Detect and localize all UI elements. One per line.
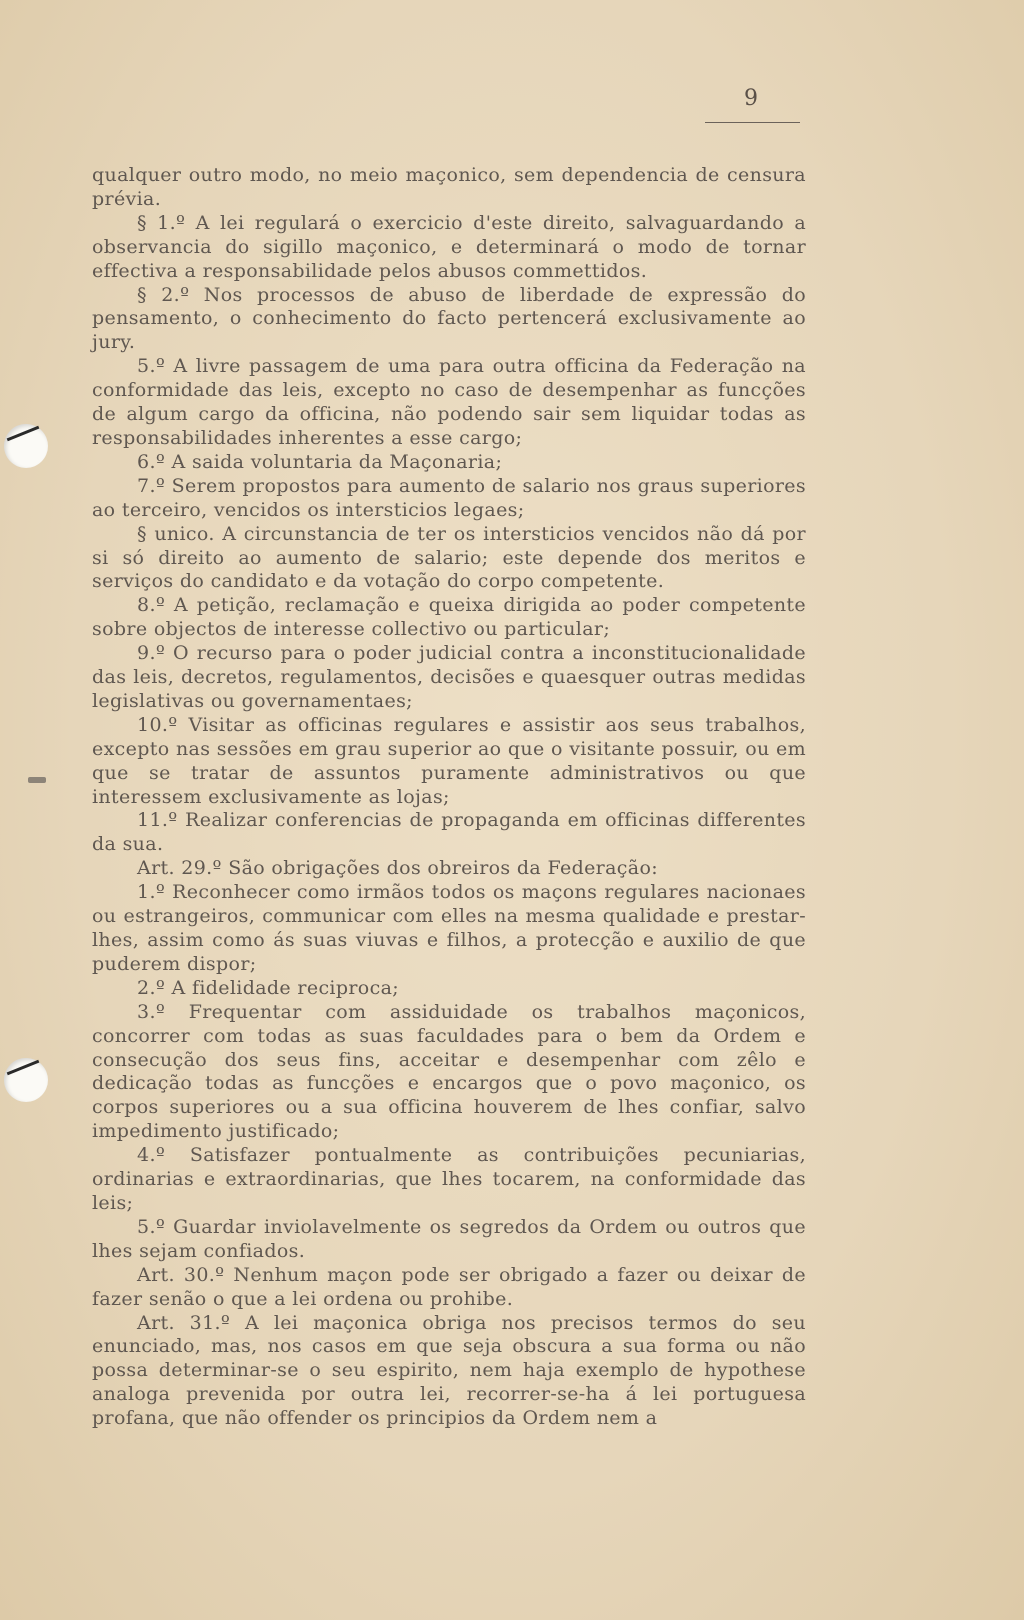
paragraph: 3.º Frequentar com assiduidade os trabalhos maçonicos, concorrer com todas as suas faculdades para o bem da Ordem e consecução dos seus fins, acceitar e desempenhar com zêlo e dedicação todas as funcções e encargos que o povo maçonico, os corpos superiores ou a sua officina houverem de lhes confiar, salvo impedimento justificado; — [92, 1000, 806, 1143]
paragraph: qualquer outro modo, no meio maçonico, sem dependencia de censura prévia. — [92, 164, 806, 210]
paragraph: 5.º A livre passagem de uma para outra officina da Federação na conformidade das leis, excepto no caso de desempenhar as funcções de algum cargo da officina, não podendo sair sem liquidar todas as responsabilidades inherentes a esse cargo; — [92, 355, 806, 449]
paragraph: 9.º O recurso para o poder judicial contra a inconstitucionalidade das leis, decretos, regulamentos, decisões e quaesquer outras medidas legislativas ou governamentaes; — [92, 642, 806, 712]
article-heading: Art. 29.º São obrigações dos obreiros da Federação: — [137, 857, 658, 880]
paragraph: § 1.º A lei regulará o exercicio d'este direito, salvaguardando a observancia do sigillo maçonico, e determinará o modo de tornar effectiva a responsabilidade pelos abusos commettidos. — [92, 211, 806, 282]
paragraph: 7.º Serem propostos para aumento de salario nos graus superiores ao terceiro, vencidos os intersticios legaes; — [92, 474, 806, 521]
article-paragraph: Art. 31.º A lei maçonica obriga nos precisos termos do seu enunciado, mas, nos casos em que seja obscura a sua forma ou não possa determinar-se o seu espirito, nem haja exemplo de hypothese analoga prevenida por outra lei, recorrer-se-ha á lei portuguesa profana, que não offender os principios da Ordem nem a — [92, 1311, 806, 1430]
paragraph: 1.º Reconhecer como irmãos todos os maçons regulares nacionaes ou estrangeiros, communicar com elles na mesma qualidade e prestar-lhes, assim como ás suas viuvas e filhos, a protecção e auxilio de que puderem dispor; — [92, 881, 806, 975]
paragraph: 5.º Guardar inviolavelmente os segredos da Ordem ou outros que lhes sejam confiados. — [92, 1215, 806, 1262]
margin-mark — [28, 777, 46, 783]
paragraph: 8.º A petição, reclamação e queixa dirigida ao poder competente sobre objectos de interesse collectivo ou particular; — [92, 594, 806, 641]
paragraph: 6.º A saida voluntaria da Maçonaria; — [137, 450, 503, 473]
body-text — [92, 164, 806, 1431]
paragraph: 4.º Satisfazer pontualmente as contribuições pecuniarias, ordinarias e extraordinarias, que lhes tocarem, na conformidade das leis; — [92, 1144, 806, 1214]
paragraph: 11.º Realizar conferencias de propaganda em officinas differentes da sua. — [92, 809, 806, 856]
page-number-rule — [705, 122, 800, 123]
paragraph: § 2.º Nos processos de abuso de liberdade de expressão do pensamento, o conhecimento do facto pertencerá exclusivamente ao jury. — [92, 283, 806, 354]
paragraph: § unico. A circunstancia de ter os intersticios vencidos não dá por si só direito ao aumento de salario; este depende dos meritos e serviços do candidato e da votação do corpo competente. — [92, 522, 806, 593]
page-number: 9 — [744, 86, 758, 111]
paragraph: 2.º A fidelidade reciproca; — [137, 976, 400, 999]
article-paragraph: Art. 30.º Nenhum maçon pode ser obrigado a fazer ou deixar de fazer senão o que a lei ordena ou prohibe. — [92, 1263, 806, 1310]
paragraph: 10.º Visitar as officinas regulares e assistir aos seus trabalhos, excepto nas sessões em grau superior ao que o visitante possuir, ou em que se tratar de assuntos puramente administrativos ou que interessem exclusivamente as lojas; — [92, 713, 806, 808]
